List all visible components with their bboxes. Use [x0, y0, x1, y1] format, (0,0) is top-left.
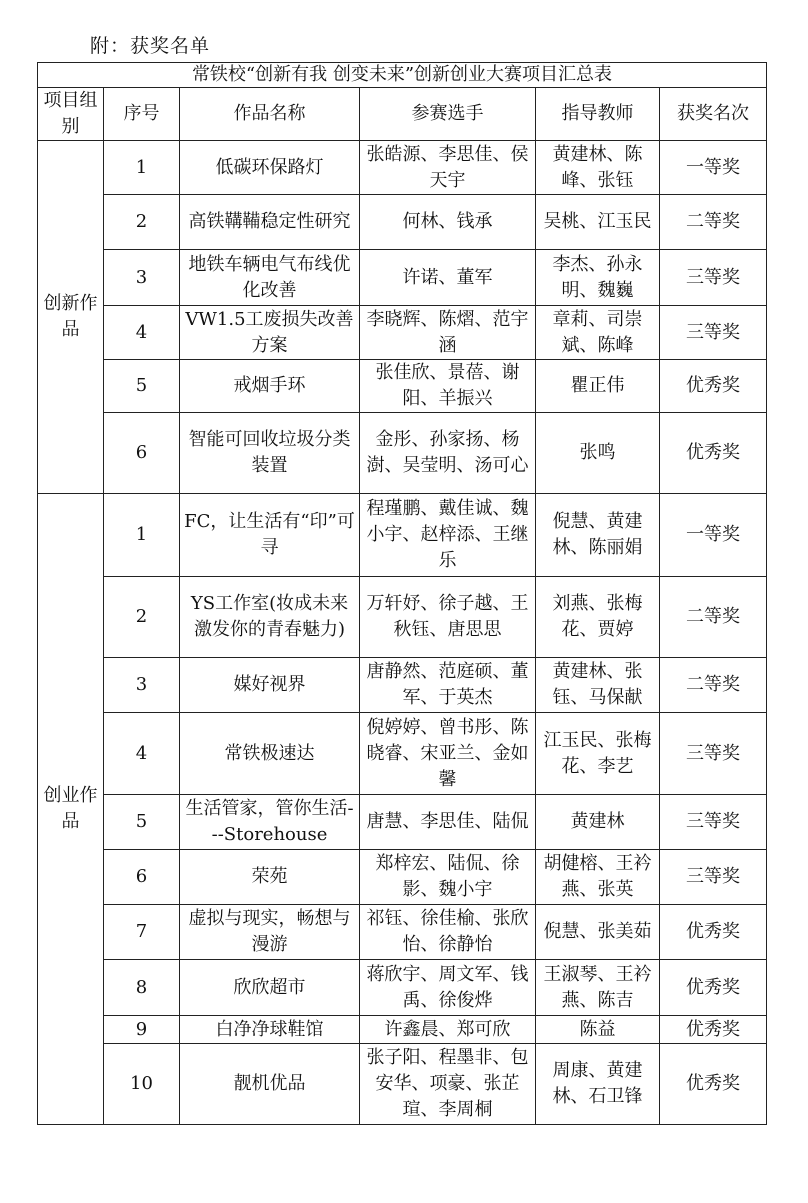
row-advisor: 黄建林、张钰、马保献 [536, 658, 660, 713]
row-project-name: 白净净球鞋馆 [180, 1016, 360, 1044]
row-members: 倪婷婷、曾书彤、陈晓睿、宋亚兰、金如馨 [360, 713, 536, 795]
row-no: 5 [104, 795, 180, 850]
row-no: 6 [104, 850, 180, 905]
header-group: 项目组别 [38, 88, 104, 141]
attachment-heading: 附：获奖名单 [90, 35, 211, 57]
row-project-name: 常铁极速达 [180, 713, 360, 795]
row-advisor: 胡健榕、王衿燕、张英 [536, 850, 660, 905]
row-advisor: 吴桃、江玉民 [536, 195, 660, 250]
group-label: 创业作品 [38, 494, 104, 1125]
row-no: 8 [104, 960, 180, 1016]
row-advisor: 刘燕、张梅花、贾婷 [536, 577, 660, 658]
table-row [38, 360, 767, 413]
row-members: 张佳欣、景蓓、谢阳、羊振兴 [360, 360, 536, 413]
row-advisor: 章莉、司崇斌、陈峰 [536, 306, 660, 360]
row-award: 二等奖 [660, 658, 767, 713]
row-no: 10 [104, 1044, 180, 1125]
row-advisor: 倪慧、张美茹 [536, 905, 660, 960]
row-advisor: 陈益 [536, 1016, 660, 1044]
row-advisor: 江玉民、张梅花、李艺 [536, 713, 660, 795]
row-award: 优秀奖 [660, 1016, 767, 1044]
row-no: 1 [104, 494, 180, 577]
header-no: 序号 [104, 88, 180, 141]
table-row [38, 306, 767, 360]
table-row [38, 413, 767, 494]
row-advisor: 黄建林、陈峰、张钰 [536, 141, 660, 195]
table-row [38, 960, 767, 1016]
row-award: 三等奖 [660, 850, 767, 905]
row-no: 3 [104, 250, 180, 306]
row-no: 4 [104, 713, 180, 795]
award-summary-table [37, 62, 767, 1125]
row-award: 优秀奖 [660, 905, 767, 960]
row-award: 优秀奖 [660, 413, 767, 494]
row-project-name: VW1.5工废损失改善方案 [180, 306, 360, 360]
row-no: 2 [104, 577, 180, 658]
row-award: 三等奖 [660, 306, 767, 360]
row-advisor: 倪慧、黄建林、陈丽娟 [536, 494, 660, 577]
row-award: 一等奖 [660, 494, 767, 577]
table-row [38, 195, 767, 250]
row-award: 二等奖 [660, 195, 767, 250]
row-award: 优秀奖 [660, 360, 767, 413]
header-row [38, 88, 767, 141]
table-row [38, 905, 767, 960]
table-row [38, 713, 767, 795]
row-members: 许鑫晨、郑可欣 [360, 1016, 536, 1044]
row-members: 蒋欣宇、周文军、钱禹、徐俊烨 [360, 960, 536, 1016]
table-row [38, 658, 767, 713]
table-title-row [38, 63, 767, 88]
row-advisor: 李杰、孙永明、魏巍 [536, 250, 660, 306]
table-row [38, 1016, 767, 1044]
table-row [38, 494, 767, 577]
row-members: 张皓源、李思佳、侯天宇 [360, 141, 536, 195]
row-no: 9 [104, 1016, 180, 1044]
row-members: 许诺、董军 [360, 250, 536, 306]
row-no: 1 [104, 141, 180, 195]
row-no: 6 [104, 413, 180, 494]
row-project-name: 荣苑 [180, 850, 360, 905]
row-project-name: FC，让生活有“印”可寻 [180, 494, 360, 577]
row-no: 5 [104, 360, 180, 413]
table-row [38, 141, 767, 195]
row-award: 二等奖 [660, 577, 767, 658]
table-title: 常铁校“创新有我 创变未来”创新创业大赛项目汇总表 [38, 63, 767, 88]
row-project-name: YS工作室(妆成未来 激发你的青春魅力) [180, 577, 360, 658]
row-advisor: 王淑琴、王衿燕、陈吉 [536, 960, 660, 1016]
table-row [38, 577, 767, 658]
row-project-name: 地铁车辆电气布线优化改善 [180, 250, 360, 306]
table-row [38, 250, 767, 306]
row-advisor: 张鸣 [536, 413, 660, 494]
row-project-name: 生活管家，管你生活---Storehouse [180, 795, 360, 850]
row-project-name: 靓机优品 [180, 1044, 360, 1125]
header-advisor: 指导教师 [536, 88, 660, 141]
row-members: 金彤、孙家扬、杨澍、吴莹明、汤可心 [360, 413, 536, 494]
row-project-name: 戒烟手环 [180, 360, 360, 413]
row-members: 万轩妤、徐子越、王秋钰、唐思思 [360, 577, 536, 658]
row-advisor: 周康、黄建林、石卫锋 [536, 1044, 660, 1125]
table-row [38, 795, 767, 850]
row-award: 三等奖 [660, 713, 767, 795]
header-name: 作品名称 [180, 88, 360, 141]
row-project-name: 高铁鞲鞴稳定性研究 [180, 195, 360, 250]
row-members: 唐慧、李思佳、陆侃 [360, 795, 536, 850]
table-row [38, 1044, 767, 1125]
row-no: 2 [104, 195, 180, 250]
group-label: 创新作品 [38, 141, 104, 494]
header-members: 参赛选手 [360, 88, 536, 141]
row-project-name: 智能可回收垃圾分类装置 [180, 413, 360, 494]
row-award: 三等奖 [660, 250, 767, 306]
row-award: 优秀奖 [660, 1044, 767, 1125]
row-project-name: 虚拟与现实，畅想与漫游 [180, 905, 360, 960]
row-members: 李晓辉、陈熠、范宇涵 [360, 306, 536, 360]
row-members: 唐静然、范庭硕、董军、于英杰 [360, 658, 536, 713]
row-advisor: 瞿正伟 [536, 360, 660, 413]
row-no: 3 [104, 658, 180, 713]
row-project-name: 低碳环保路灯 [180, 141, 360, 195]
row-members: 祁钰、徐佳榆、张欣怡、徐静怡 [360, 905, 536, 960]
row-advisor: 黄建林 [536, 795, 660, 850]
row-project-name: 欣欣超市 [180, 960, 360, 1016]
row-members: 程瑾鹏、戴佳诚、魏小宇、赵梓添、王继乐 [360, 494, 536, 577]
header-award: 获奖名次 [660, 88, 767, 141]
row-project-name: 媒好视界 [180, 658, 360, 713]
row-members: 何林、钱承 [360, 195, 536, 250]
row-no: 4 [104, 306, 180, 360]
row-award: 一等奖 [660, 141, 767, 195]
table-row [38, 850, 767, 905]
row-award: 优秀奖 [660, 960, 767, 1016]
row-members: 张子阳、程墨非、包安华、项豪、张芷瑄、李周桐 [360, 1044, 536, 1125]
row-members: 郑梓宏、陆侃、徐影、魏小宇 [360, 850, 536, 905]
row-no: 7 [104, 905, 180, 960]
row-award: 三等奖 [660, 795, 767, 850]
